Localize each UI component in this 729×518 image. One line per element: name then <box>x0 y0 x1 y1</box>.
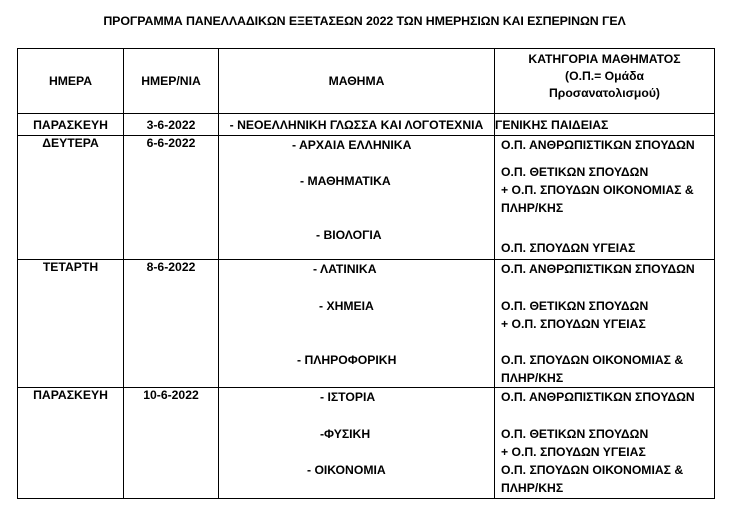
row-date: 10-6-2022 <box>124 388 219 499</box>
category-item: + Ο.Π. ΣΠΟΥΔΩΝ ΥΓΕΙΑΣ <box>501 445 646 459</box>
row-categories <box>495 260 715 388</box>
category-item: Ο.Π. ΣΠΟΥΔΩΝ ΟΙΚΟΝΟΜΙΑΣ & <box>501 353 684 367</box>
category-item: ΠΛΗΡ/ΚΗΣ <box>501 371 564 385</box>
subject-item: - ΠΛΗΡΟΦΟΡΙΚΗ <box>297 353 397 367</box>
subject-item: - ΑΡΧΑΙΑ ΕΛΛΗΝΙΚΑ <box>292 138 412 152</box>
category-item: Ο.Π. ΘΕΤΙΚΩΝ ΣΠΟΥΔΩΝ <box>501 427 649 441</box>
row-categories <box>495 136 715 260</box>
category-item: Ο.Π. ΑΝΘΡΩΠΙΣΤΙΚΩΝ ΣΠΟΥΔΩΝ <box>501 390 695 404</box>
header-date: ΗΜΕΡ/ΝΙΑ <box>124 49 219 114</box>
category-item: Ο.Π. ΑΝΘΡΩΠΙΣΤΙΚΩΝ ΣΠΟΥΔΩΝ <box>501 138 695 152</box>
row-subject: - ΝΕΟΕΛΛΗΝΙΚΗ ΓΛΩΣΣΑ ΚΑΙ ΛΟΓΟΤΕΧΝΙΑ <box>219 114 495 136</box>
category-item: ΠΛΗΡ/ΚΗΣ <box>501 481 564 495</box>
header-category-line: Προσανατολισμού) <box>549 86 660 100</box>
header-subject: ΜΑΘΗΜΑ <box>219 49 495 114</box>
exam-schedule-table <box>17 48 715 499</box>
row-subjects <box>219 260 495 388</box>
category-item: Ο.Π. ΘΕΤΙΚΩΝ ΣΠΟΥΔΩΝ <box>501 299 649 313</box>
row-date: 8-6-2022 <box>124 260 219 388</box>
header-category <box>495 49 715 114</box>
subject-item: - ΛΑΤΙΝΙΚΑ <box>313 262 377 276</box>
table-header-row <box>18 49 715 114</box>
subject-item: - ΒΙΟΛΟΓΙΑ <box>316 228 382 242</box>
subject-item: - ΧΗΜΕΙΑ <box>319 299 374 313</box>
row-categories <box>495 388 715 499</box>
subject-item: - ΟΙΚΟΝΟΜΙΑ <box>307 463 386 477</box>
category-item: Ο.Π. ΣΠΟΥΔΩΝ ΥΓΕΙΑΣ <box>501 241 636 255</box>
header-category-line: ΚΑΤΗΓΟΡΙΑ ΜΑΘΗΜΑΤΟΣ <box>528 52 681 66</box>
header-category-line: (Ο.Π.= Ομάδα <box>565 69 644 83</box>
row-day: ΠΑΡΑΣΚΕΥΗ <box>18 388 124 499</box>
header-day: ΗΜΕΡΑ <box>18 49 124 114</box>
row-category: ΓΕΝΙΚΗΣ ΠΑΙΔΕΙΑΣ <box>495 114 715 136</box>
category-item: Ο.Π. ΘΕΤΙΚΩΝ ΣΠΟΥΔΩΝ <box>501 165 649 179</box>
category-item: + Ο.Π. ΣΠΟΥΔΩΝ ΟΙΚΟΝΟΜΙΑΣ & <box>501 183 694 197</box>
category-item: + Ο.Π. ΣΠΟΥΔΩΝ ΥΓΕΙΑΣ <box>501 317 646 331</box>
table-row <box>18 388 715 499</box>
document-title: ΠΡΟΓΡΑΜΜΑ ΠΑΝΕΛΛΑΔΙΚΩΝ ΕΞΕΤΑΣΕΩΝ 2022 ΤΩΝ ΗΜΕΡΗΣΙΩΝ ΚΑΙ ΕΣΠΕΡΙΝΩΝ ΓΕΛ <box>103 14 626 28</box>
category-item: Ο.Π. ΣΠΟΥΔΩΝ ΟΙΚΟΝΟΜΙΑΣ & <box>501 463 684 477</box>
row-date: 6-6-2022 <box>124 136 219 260</box>
row-day: ΠΑΡΑΣΚΕΥΗ <box>18 114 124 136</box>
row-day: ΔΕΥΤΕΡΑ <box>18 136 124 260</box>
subject-item: - ΙΣΤΟΡΙΑ <box>320 390 376 404</box>
row-day: ΤΕΤΑΡΤΗ <box>18 260 124 388</box>
row-subjects <box>219 136 495 260</box>
row-subjects <box>219 388 495 499</box>
subject-item: - ΜΑΘΗΜΑΤΙΚΑ <box>300 174 391 188</box>
category-item: Ο.Π. ΑΝΘΡΩΠΙΣΤΙΚΩΝ ΣΠΟΥΔΩΝ <box>501 262 695 276</box>
category-item: ΠΛΗΡ/ΚΗΣ <box>501 201 564 215</box>
table-row <box>18 136 715 260</box>
table-row <box>18 114 715 136</box>
table-row <box>18 260 715 388</box>
row-date: 3-6-2022 <box>124 114 219 136</box>
subject-item: -ΦΥΣΙΚΗ <box>320 427 371 441</box>
